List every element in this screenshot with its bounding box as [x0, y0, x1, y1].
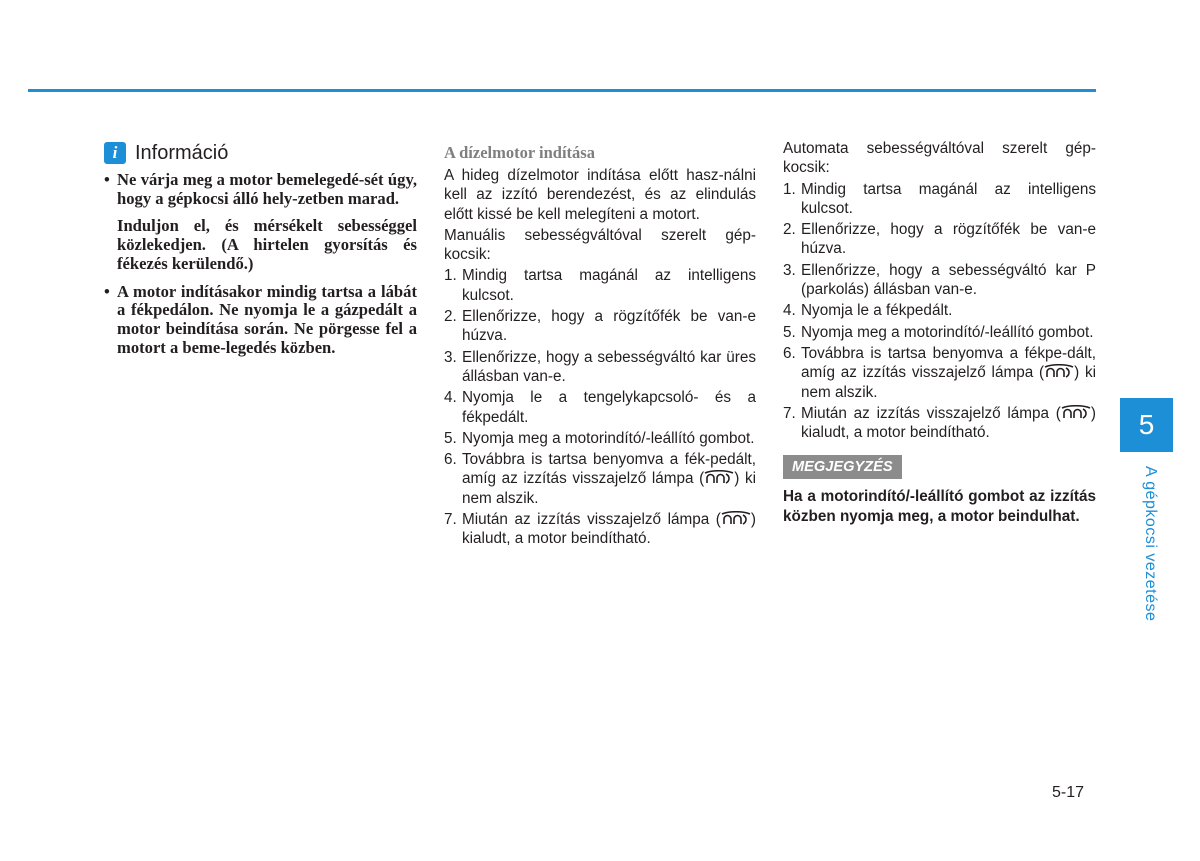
list-item: 3. Ellenőrizze, hogy a sebességváltó kar P (parkolás) állásban van-e.	[783, 261, 1096, 299]
glow-plug-indicator-icon	[1044, 364, 1074, 379]
list-item: 1. Mindig tartsa magánál az intelligens kulcsot.	[783, 180, 1096, 217]
info-header	[104, 141, 417, 165]
info-title: Információ	[135, 141, 229, 164]
info-bullet	[104, 283, 417, 358]
list-item: 3. Ellenőrizze, hogy a sebességváltó kar üres állásban van-e.	[444, 348, 756, 385]
section-title: A dízelmotor indítása	[444, 143, 595, 162]
chapter-label: A gépkocsi vezetése	[1142, 466, 1159, 622]
note-badge: MEGJEGYZÉS	[783, 455, 902, 479]
automatic-steps	[783, 180, 1096, 443]
list-item: 1. Mindig tartsa magánál az intelligens kulcsot.	[444, 267, 756, 304]
info-section	[104, 141, 417, 366]
top-rule	[28, 89, 1096, 92]
automatic-heading: Automata sebességváltóval szerelt gép-kocsik:	[783, 140, 1096, 177]
note-text: Ha a motorindító/-leállító gombot az izzítás közben nyomja meg, a motor beindulhat.	[783, 488, 1096, 525]
list-item: 2. Ellenőrizze, hogy a rögzítőfék be van-e húzva.	[783, 221, 1096, 258]
info-bullet	[104, 171, 417, 274]
list-item: 5. Nyomja meg a motorindító/-leállító gombot.	[783, 323, 1094, 341]
list-item: 7. Miután az izzítás visszajelző lámpa ( ) kialudt, a motor beindítható.	[783, 404, 1096, 442]
bullet-dot-icon: •	[104, 170, 110, 189]
page-number: 5-17	[1052, 784, 1085, 801]
list-item: 2. Ellenőrizze, hogy a rögzítőfék be van-e húzva.	[444, 308, 756, 345]
info-paragraph: A motor indításakor mindig tartsa a lábát a fékpedálon. Ne nyomja le a gázpedált a motor beindítása során. Ne pörgesse fel a motort a beme-legedés közben.	[117, 281, 417, 357]
automatic-section	[783, 139, 1096, 526]
list-item: 6. Továbbra is tartsa benyomva a fék-pedált, amíg az izzítás visszajelző lámpa ( ) ki nem alszik.	[444, 451, 756, 507]
info-paragraph: Induljon el, és mérsékelt sebességgel közlekedjen. (A hirtelen gyorsítás és fékezés kerülendő.)	[117, 216, 417, 273]
manual-steps	[444, 266, 756, 548]
list-item: 4. Nyomja le a tengelykapcsoló- és a fékpedált.	[444, 389, 756, 426]
list-item: 7. Miután az izzítás visszajelző lámpa ( ) kialudt, a motor beindítható.	[444, 511, 756, 548]
diesel-section	[444, 141, 756, 551]
list-item: 4. Nyomja le a fékpedált.	[783, 302, 953, 320]
info-paragraph: Ne várja meg a motor bemelegedé-sét úgy, hogy a gépkocsi álló hely-zetben marad.	[117, 170, 417, 208]
info-icon: i	[104, 142, 126, 164]
chapter-tab: 5	[1120, 398, 1173, 452]
manual-heading: Manuális sebességváltóval szerelt gép-kocsik:	[444, 226, 756, 264]
glow-plug-indicator-icon	[721, 511, 751, 526]
list-item: 6. Továbbra is tartsa benyomva a fékpe-dált, amíg az izzítás visszajelző lámpa ( ) ki nem alszik.	[783, 344, 1096, 401]
glow-plug-indicator-icon	[704, 470, 734, 485]
list-item: 5. Nyomja meg a motorindító/-leállító gombot.	[444, 429, 755, 447]
diesel-intro: A hideg dízelmotor indítása előtt hasz-nálni kell az izzító berendezést, és az elindulás előtt kissé be kell melegíteni a motort.	[444, 167, 756, 223]
glow-plug-indicator-icon	[1061, 405, 1091, 420]
bullet-dot-icon: •	[104, 281, 110, 301]
